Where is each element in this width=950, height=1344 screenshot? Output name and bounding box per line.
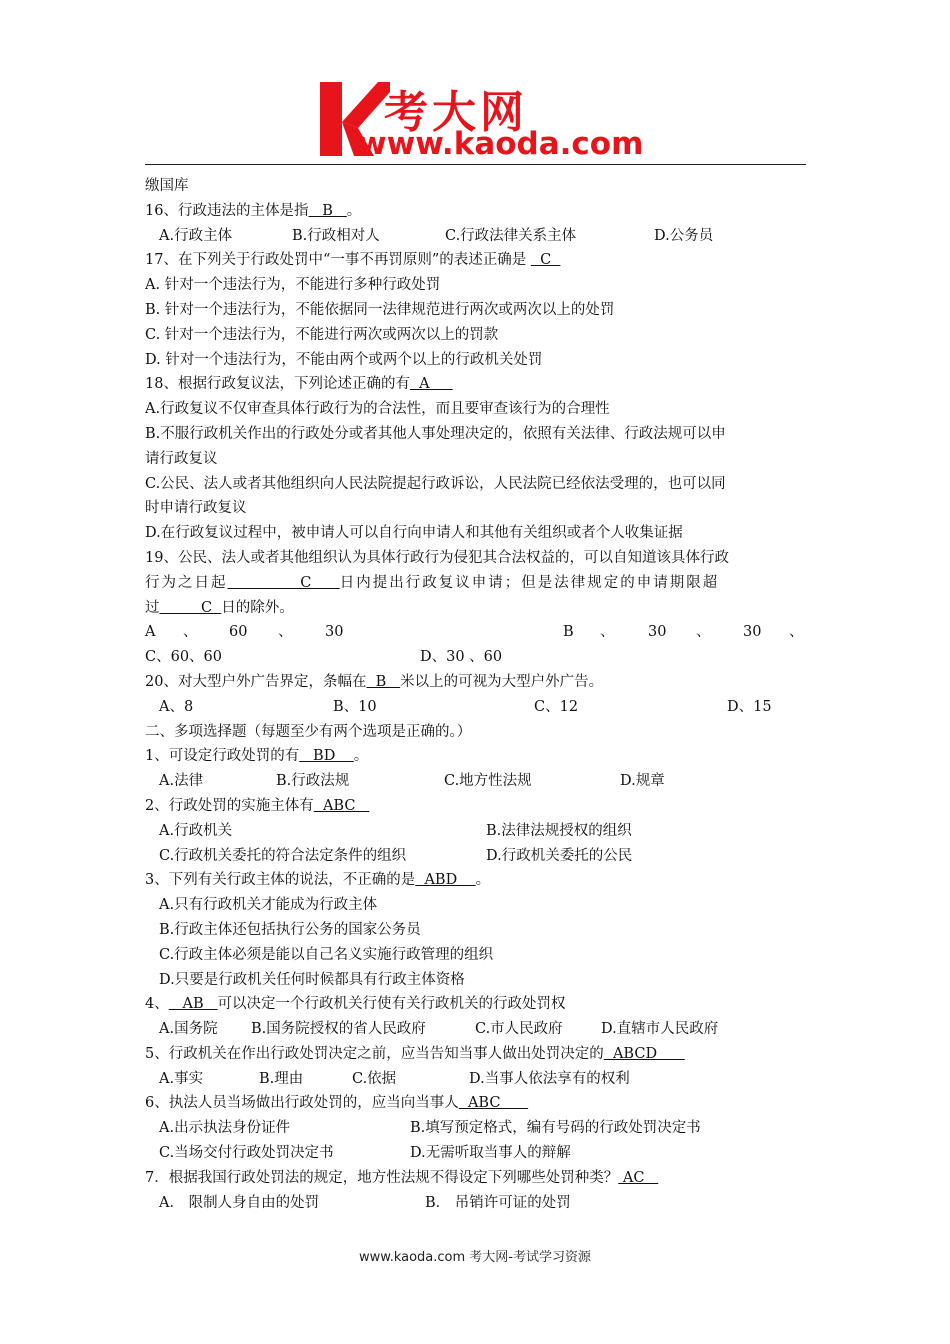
options-row: A.事实 B.理由 C.依据 D.当事人依法享有的权利 [159, 1070, 630, 1087]
question-17: 17、在下列关于行政处罚中“一事不再罚原则”的表述正确是 C [145, 252, 561, 269]
page-footer: www.kaoda.com 考大网-考试学习资源 [359, 1250, 591, 1265]
answer-blank: C [159, 599, 222, 616]
answer-blank: C [530, 252, 561, 269]
options-row: C.当场交付行政处罚决定书 D.无需听取当事人的辩解 [159, 1145, 571, 1162]
options-row: C.行政机关委托的符合法定条件的组织 D.行政机关委托的公民 [159, 847, 633, 864]
option-line: A.行政复议不仅审查具体行政行为的合法性，而且要审查该行为的合理性 [145, 401, 610, 418]
logo-chinese-name: 考大网 [384, 87, 528, 138]
question-19-line2: 行为之日起 C 日内提出行政复议申请；但是法律规定的申请期限超 [145, 574, 720, 591]
question-m7: 7．根据我国行政处罚法的规定，地方性法规不得设定下列哪些处罚种类？ AC [145, 1169, 659, 1186]
option-line: B.行政主体还包括执行公务的国家公务员 [159, 921, 421, 938]
question-m4: 4、 AB 可以决定一个行政机关行使有关行政机关的行政处罚权 [145, 996, 566, 1013]
options-row: A、8 B、10 C、12 D、15 [159, 698, 772, 715]
answer-blank: A [409, 376, 453, 393]
section-heading: 二、多项选择题（每题至少有两个选项是正确的。） [145, 723, 472, 740]
option-line: 时申请行政复议 [145, 500, 247, 517]
option-line: B.不服行政机关作出的行政处分或者其他人事处理决定的，依照有关法律、行政法规可以申 [145, 425, 726, 442]
options-row: A.行政主体 B.行政相对人 C.行政法律关系主体 D.公务员 [159, 227, 714, 244]
option-line: C.行政主体必须是能以自己名义实施行政管理的组织 [159, 946, 494, 963]
option-line: B. 针对一个违法行为，不能依据同一法律规范进行两次或两次以上的处罚 [145, 301, 615, 318]
answer-blank: ABC [313, 797, 370, 814]
options-row: A． 限制人身自由的处罚 B． 吊销许可证的处罚 [159, 1194, 571, 1211]
answer-blank: ABC [458, 1095, 529, 1112]
question-18: 18、根据行政复议法，下列论述正确的有 A [145, 376, 453, 393]
options-row: A.出示执法身份证件 B.填写预定格式，编有号码的行政处罚决定书 [159, 1120, 701, 1137]
answer-blank: C [227, 574, 340, 591]
question-20: 20、对大型户外广告界定，条幅在 B 米以上的可视为大型户外广告。 [145, 673, 604, 690]
option-line: 请行政复议 [145, 450, 218, 467]
option-line: C. 针对一个违法行为，不能进行两次或两次以上的罚款 [145, 326, 499, 343]
answer-blank: AB [168, 996, 218, 1013]
option-line: D.只要是行政机关任何时候都具有行政主体资格 [159, 971, 465, 988]
answer-blank: ABCD [603, 1045, 685, 1062]
option-line: D.在行政复议过程中，被申请人可以自行向申请人和其他有关组织或者个人收集证据 [145, 525, 683, 542]
question-m1: 1、可设定行政处罚的有 BD 。 [145, 748, 369, 765]
answer-blank: B [366, 673, 401, 690]
question-19-line3: 过 C 日的除外。 [145, 599, 294, 616]
answer-blank: AC [618, 1169, 659, 1186]
question-m3: 3、下列有关行政主体的说法，不正确的是 ABD 。 [145, 872, 491, 889]
answer-blank: B [308, 202, 347, 219]
option-line: C.公民、法人或者其他组织向人民法院提起行政诉讼，人民法院已经依法受理的，也可以同 [145, 475, 726, 492]
options-row: A.行政机关 B.法律法规授权的组织 [159, 822, 632, 839]
options-row: A.国务院 B.国务院授权的省人民政府 C.市人民政府 D.直辖市人民政府 [159, 1021, 719, 1038]
document-body [145, 174, 807, 1215]
text-line: 缴国库 [145, 178, 189, 194]
answer-blank: ABD [415, 872, 476, 889]
option-line: A. 针对一个违法行为，不能进行多种行政处罚 [145, 277, 441, 294]
header-divider [145, 164, 806, 165]
question-16: 16、行政违法的主体是指 B 。 [145, 202, 362, 219]
option-line: A.只有行政机关才能成为行政主体 [159, 897, 378, 914]
options-row: C、60、60 D、30 、60 [145, 649, 503, 666]
kaoda-logo [318, 78, 648, 160]
answer-blank: BD [299, 748, 354, 765]
options-row: A.法律 B.行政法规 C.地方性法规 D.规章 [159, 773, 665, 790]
question-19: 19、公民、法人或者其他组织认为具体行政行为侵犯其合法权益的，可以自知道该具体行政 [145, 549, 729, 566]
option-line: D. 针对一个违法行为，不能由两个或两个以上的行政机关处罚 [145, 351, 543, 368]
options-row: A 、 60 、 30 B 、 30 、 30 、 [145, 624, 804, 641]
question-m2: 2、行政处罚的实施主体有 ABC [145, 797, 370, 814]
logo-url: www.kaoda.com [358, 126, 644, 162]
question-m6: 6、执法人员当场做出行政处罚的，应当向当事人 ABC [145, 1095, 529, 1112]
question-m5: 5、行政机关在作出行政处罚决定之前，应当告知当事人做出处罚决定的 ABCD [145, 1045, 685, 1062]
